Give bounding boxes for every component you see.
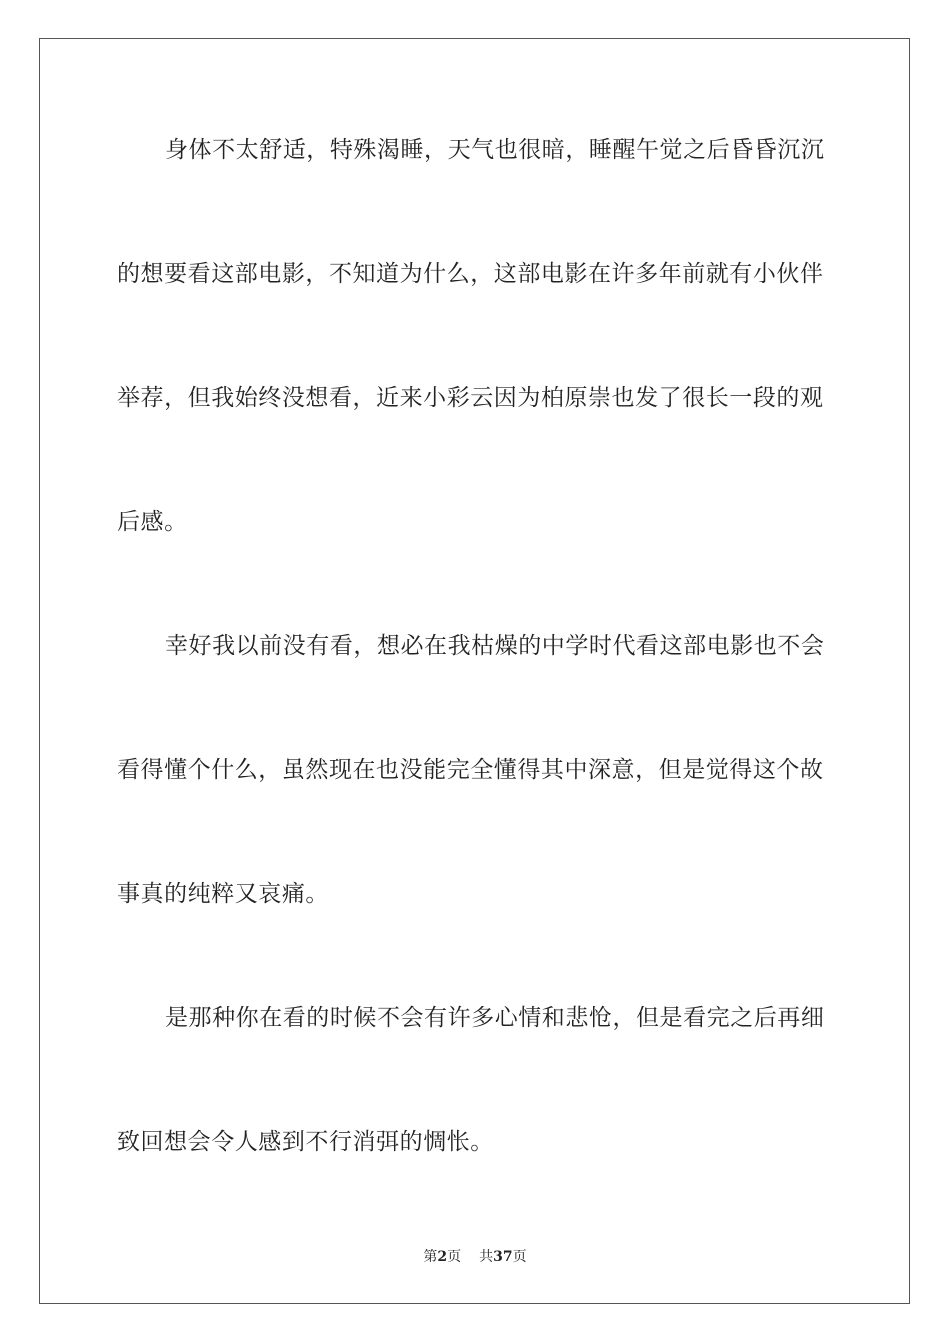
paragraph-1-line-4: 后感。 — [117, 509, 188, 535]
paragraph-2-line-1: 幸好我以前没有看，想必在我枯燥的中学时代看这部电影也不会 — [165, 633, 825, 659]
paragraph-1-line-2: 的想要看这部电影，不知道为什么，这部电影在许多年前就有小伙伴 — [117, 261, 824, 287]
page-number: 2 — [437, 1249, 448, 1265]
total-prefix: 共 — [479, 1249, 494, 1265]
page-footer — [0, 1246, 950, 1266]
paragraph-2-line-2: 看得懂个什么，虽然现在也没能完全懂得其中深意，但是觉得这个故 — [117, 757, 824, 783]
paragraph-3-line-1: 是那种你在看的时候不会有许多心情和悲怆，但是看完之后再细 — [165, 1005, 825, 1031]
paragraph-2-line-3: 事真的纯粹又哀痛。 — [117, 881, 329, 907]
total-pages: 37 — [493, 1249, 513, 1265]
page-prefix: 第 — [423, 1249, 438, 1265]
paragraph-3-line-2: 致回想会令人感到不行消弭的惆怅。 — [117, 1129, 494, 1155]
page-suffix: 页 — [447, 1249, 462, 1265]
total-suffix: 页 — [512, 1249, 527, 1265]
paragraph-1-line-1: 身体不太舒适，特殊渴睡，天气也很暗，睡醒午觉之后昏昏沉沉 — [165, 137, 825, 163]
page-frame — [39, 38, 910, 1304]
paragraph-1-line-3: 举荐，但我始终没想看，近来小彩云因为柏原崇也发了很长一段的观 — [117, 385, 824, 411]
